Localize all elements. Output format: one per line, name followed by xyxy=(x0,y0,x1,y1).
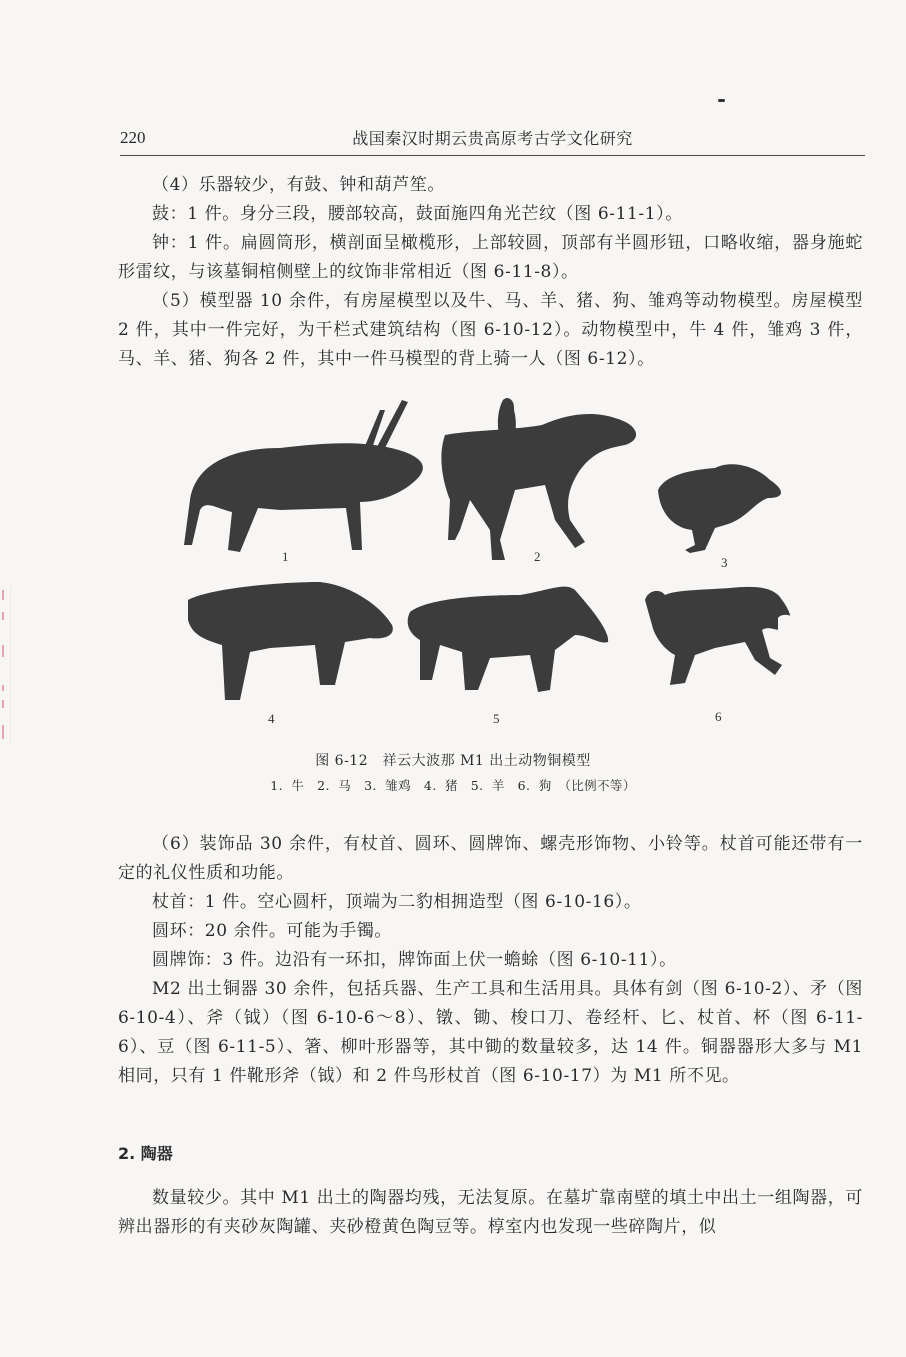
animal-photo-plate xyxy=(170,390,810,735)
paragraph-ornaments: （6）装饰品 30 余件，有杖首、圆环、圆牌饰、螺壳形饰物、小铃等。杖首可能还带有一定的礼仪性质和功能。 xyxy=(118,834,863,883)
paragraph-pottery: 数量较少。其中 M1 出土的陶器均残，无法复原。在墓圹靠南壁的填土中出土一组陶器，可辨出器形的有夹砂灰陶罐、夹砂橙黄色陶豆等。椁室内也发现一些碎陶片，似 xyxy=(118,1188,863,1237)
figure-label-3: 3 xyxy=(721,555,728,570)
paragraph-musical-instruments: （4）乐器较少，有鼓、钟和葫芦笙。 xyxy=(152,175,446,195)
page-header xyxy=(120,126,865,156)
paragraph-rings: 圆环：20 余件。可能为手镯。 xyxy=(152,921,393,941)
scan-margin-marks xyxy=(0,590,14,740)
page-number: 220 xyxy=(120,128,146,147)
figure-label-6: 6 xyxy=(715,709,722,724)
running-title: 战国秦汉时期云贵高原考古学文化研究 xyxy=(352,129,633,148)
figure-label-5: 5 xyxy=(493,711,500,726)
sheep-model-image xyxy=(408,587,608,692)
paragraph-drum: 鼓：1 件。身分三段，腰部较高，鼓面施四角光芒纹（图 6-11-1）。 xyxy=(152,204,683,224)
paragraph-models: （5）模型器 10 余件，有房屋模型以及牛、马、羊、猪、狗、雏鸡等动物模型。房屋模型 2 件，其中一件完好，为干栏式建筑结构（图 6-10-12）。动物模型中，牛 4 件，雏鸡 3 件，马、羊、猪、狗各 2 件，其中一件马模型的背上骑一人（图 6-12）。 xyxy=(118,291,863,369)
figure-label-2: 2 xyxy=(534,549,541,564)
horse-rider-model-image xyxy=(441,398,636,560)
chick-model-image xyxy=(658,464,781,553)
figure-animal-models xyxy=(170,390,810,735)
ox-model-image xyxy=(184,400,423,552)
figure-label-1: 1 xyxy=(282,549,289,564)
paragraph-staff-head: 杖首：1 件。空心圆杆，顶端为二豹相拥造型（图 6-10-16）。 xyxy=(152,892,642,912)
scan-speck xyxy=(718,99,725,102)
dog-model-image xyxy=(645,587,798,685)
paragraph-bell: 钟：1 件。扁圆筒形，横剖面呈橄榄形，上部较圆，顶部有半圆形钮，口略收缩，器身施蛇形雷纹，与该墓铜棺侧壁上的纹饰非常相近（图 6-11-8）。 xyxy=(118,233,863,282)
figure-caption-title: 图 6-12 祥云大波那 M1 出土动物铜模型 xyxy=(315,753,591,769)
figure-caption-legend: 1. 牛 2. 马 3. 雏鸡 4. 猪 5. 羊 6. 狗 （比例不等） xyxy=(270,778,636,793)
paragraph-round-plaques: 圆牌饰：3 件。边沿有一环扣，牌饰面上伏一蟾蜍（图 6-10-11）。 xyxy=(152,950,677,970)
paragraph-m2-bronzes: M2 出土铜器 30 余件，包括兵器、生产工具和生活用具。具体有剑（图 6-10-2）、矛（图 6-10-4）、斧（钺）（图 6-10-6～8）、镦、锄、梭口刀、卷经杆、匕、杖首、杯（图 6-11-6）、豆（图 6-11-5）、箸、柳叶形器等，其中锄的数量较多，达 14 件。铜器器形大多与 M1 相同，只有 1 件靴形斧（钺）和 2 件鸟形杖首（图 6-10-17）为 M1 所不见。 xyxy=(118,979,863,1086)
figure-label-4: 4 xyxy=(268,711,275,726)
section-heading-pottery: 2. 陶器 xyxy=(118,1144,173,1163)
header-rule xyxy=(120,155,865,156)
pig-model-image xyxy=(188,582,393,700)
